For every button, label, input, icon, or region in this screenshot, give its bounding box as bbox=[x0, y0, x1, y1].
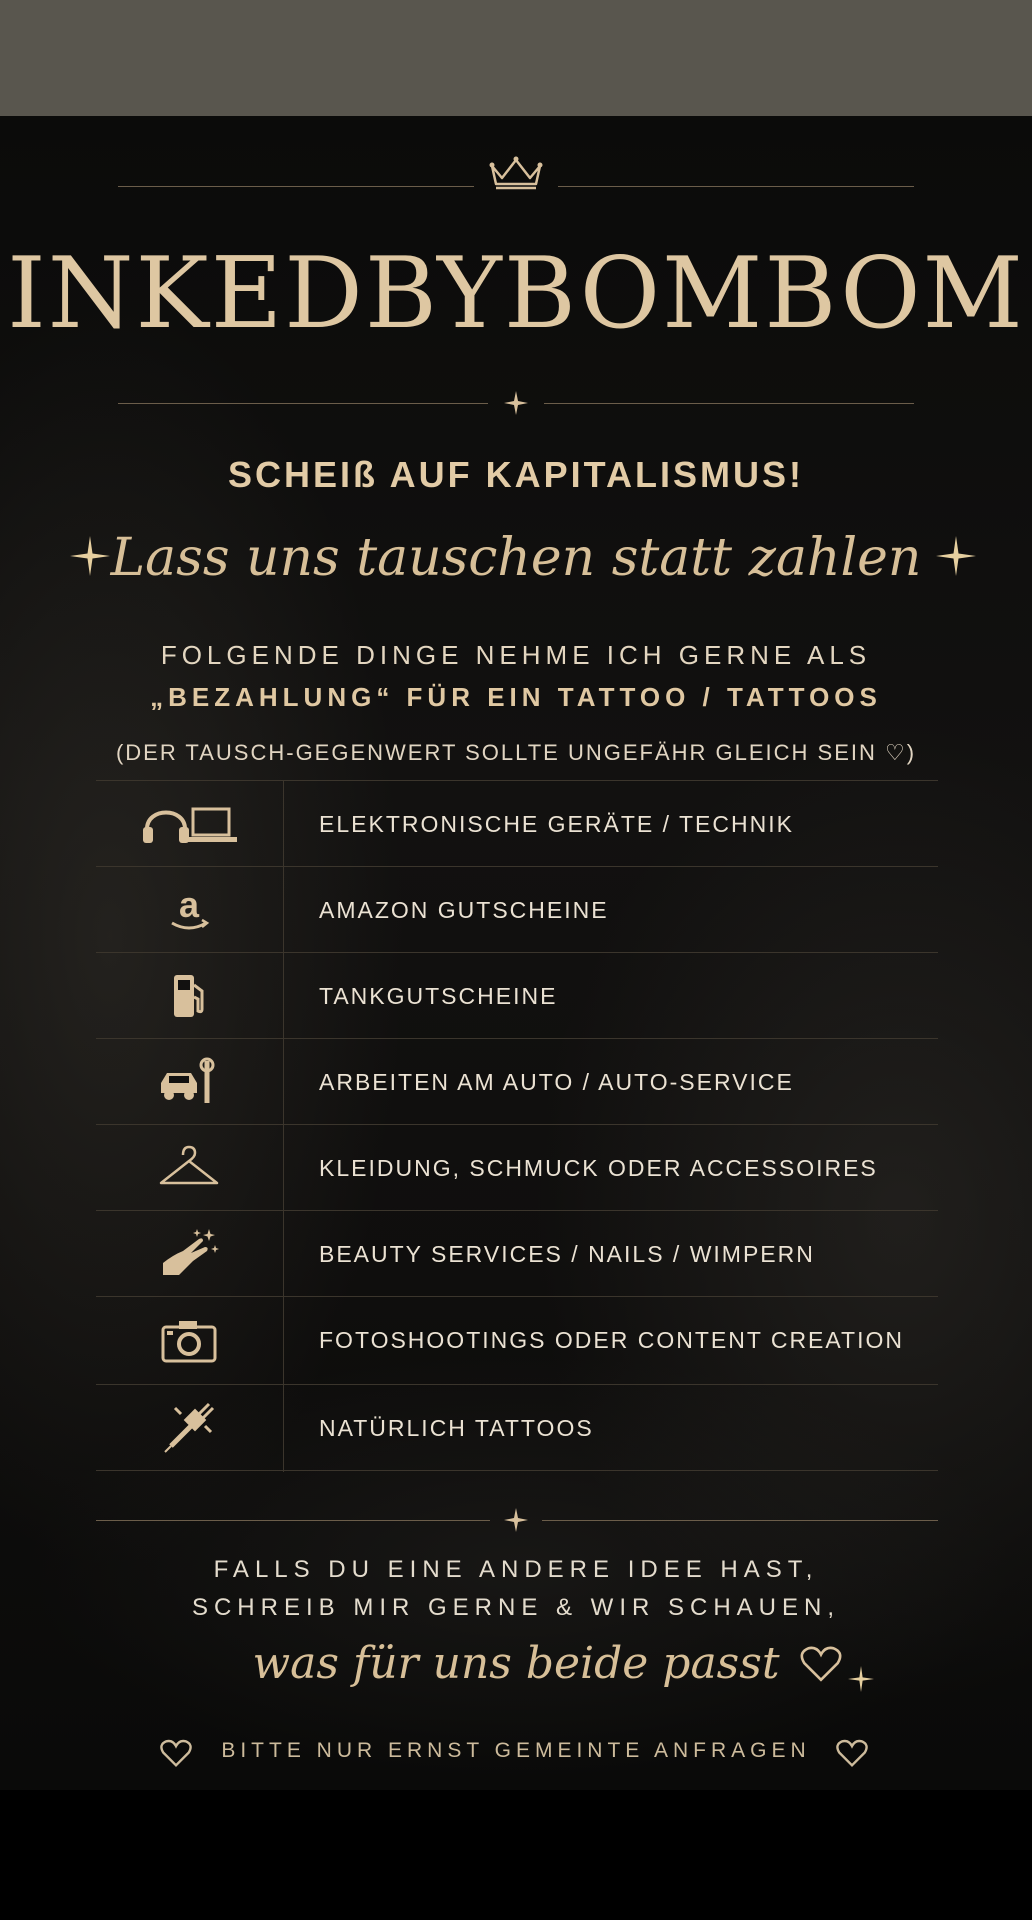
fuel-pump-icon bbox=[96, 953, 282, 1039]
item-label: ELEKTRONISCHE GERÄTE / TECHNIK bbox=[319, 811, 794, 837]
table-bottom-border bbox=[96, 1470, 938, 1472]
list-item bbox=[96, 780, 938, 867]
divider-title-right bbox=[544, 403, 914, 404]
item-label: TANKGUTSCHEINE bbox=[319, 983, 558, 1009]
item-label: ARBEITEN AM AUTO / AUTO-SERVICE bbox=[319, 1069, 794, 1095]
list-item bbox=[96, 1210, 938, 1297]
script-tagline: Lass uns tauschen statt zahlen bbox=[110, 528, 922, 588]
list-item bbox=[96, 1296, 938, 1383]
value-note: (DER TAUSCH-GEGENWERT SOLLTE UNGEFÄHR GLEICH SEIN ♡) bbox=[115, 740, 917, 765]
item-label: AMAZON GUTSCHEINE bbox=[319, 897, 609, 923]
poster bbox=[0, 116, 1032, 1790]
divider-top-left bbox=[118, 186, 474, 187]
footer-script: was für uns beide passt bbox=[252, 1638, 780, 1689]
item-label: FOTOSHOOTINGS ODER CONTENT CREATION bbox=[319, 1327, 904, 1353]
svg-text:a: a bbox=[178, 885, 200, 925]
sparkle-icon bbox=[504, 391, 528, 415]
item-label: KLEIDUNG, SCHMUCK ODER ACCESSOIRES bbox=[319, 1155, 878, 1181]
divider-bottom-left bbox=[96, 1520, 490, 1521]
sparkle-icon bbox=[504, 1508, 528, 1532]
list-item bbox=[96, 952, 938, 1039]
final-note: BITTE NUR ERNST GEMEINTE ANFRAGEN bbox=[221, 1739, 811, 1762]
divider-title-left bbox=[118, 403, 488, 404]
heart-outline-icon bbox=[800, 1644, 842, 1682]
tattoo-machine-icon bbox=[96, 1385, 282, 1471]
camera-icon bbox=[96, 1297, 282, 1383]
status-bar-area bbox=[0, 0, 1032, 116]
footer-line-2: SCHREIB MIR GERNE & WIR SCHAUEN, bbox=[191, 1594, 841, 1621]
sparkle-right-icon bbox=[936, 536, 976, 576]
list-item bbox=[96, 1124, 938, 1211]
list-item bbox=[96, 1384, 938, 1471]
sparkle-small-icon bbox=[848, 1666, 874, 1692]
brand-title: INKEDBYBOMBOM bbox=[7, 237, 1025, 351]
hanger-icon bbox=[96, 1125, 282, 1211]
subline-1: FOLGENDE DINGE NEHME ICH GERNE ALS bbox=[160, 640, 872, 670]
amazon-logo-icon bbox=[96, 867, 282, 953]
divider-bottom-right bbox=[542, 1520, 938, 1521]
list-item bbox=[96, 866, 938, 953]
hand-sparkle-icon bbox=[96, 1211, 282, 1297]
car-wrench-icon bbox=[96, 1039, 282, 1125]
headphones-laptop-icon bbox=[96, 781, 282, 867]
bottom-black-area bbox=[0, 1790, 1032, 1920]
heart-right-icon bbox=[836, 1738, 868, 1767]
subline-2: „BEZAHLUNG“ FÜR EIN TATTOO / TATTOOS bbox=[150, 682, 882, 712]
footer-line-1: FALLS DU EINE ANDERE IDEE HAST, bbox=[213, 1556, 819, 1583]
item-label: BEAUTY SERVICES / NAILS / WIMPERN bbox=[319, 1241, 815, 1267]
item-label: NATÜRLICH TATTOOS bbox=[319, 1415, 594, 1441]
crown-icon bbox=[488, 156, 544, 190]
divider-top-right bbox=[558, 186, 914, 187]
list-item bbox=[96, 1038, 938, 1125]
headline: SCHEIß AUF KAPITALISMUS! bbox=[228, 454, 804, 495]
